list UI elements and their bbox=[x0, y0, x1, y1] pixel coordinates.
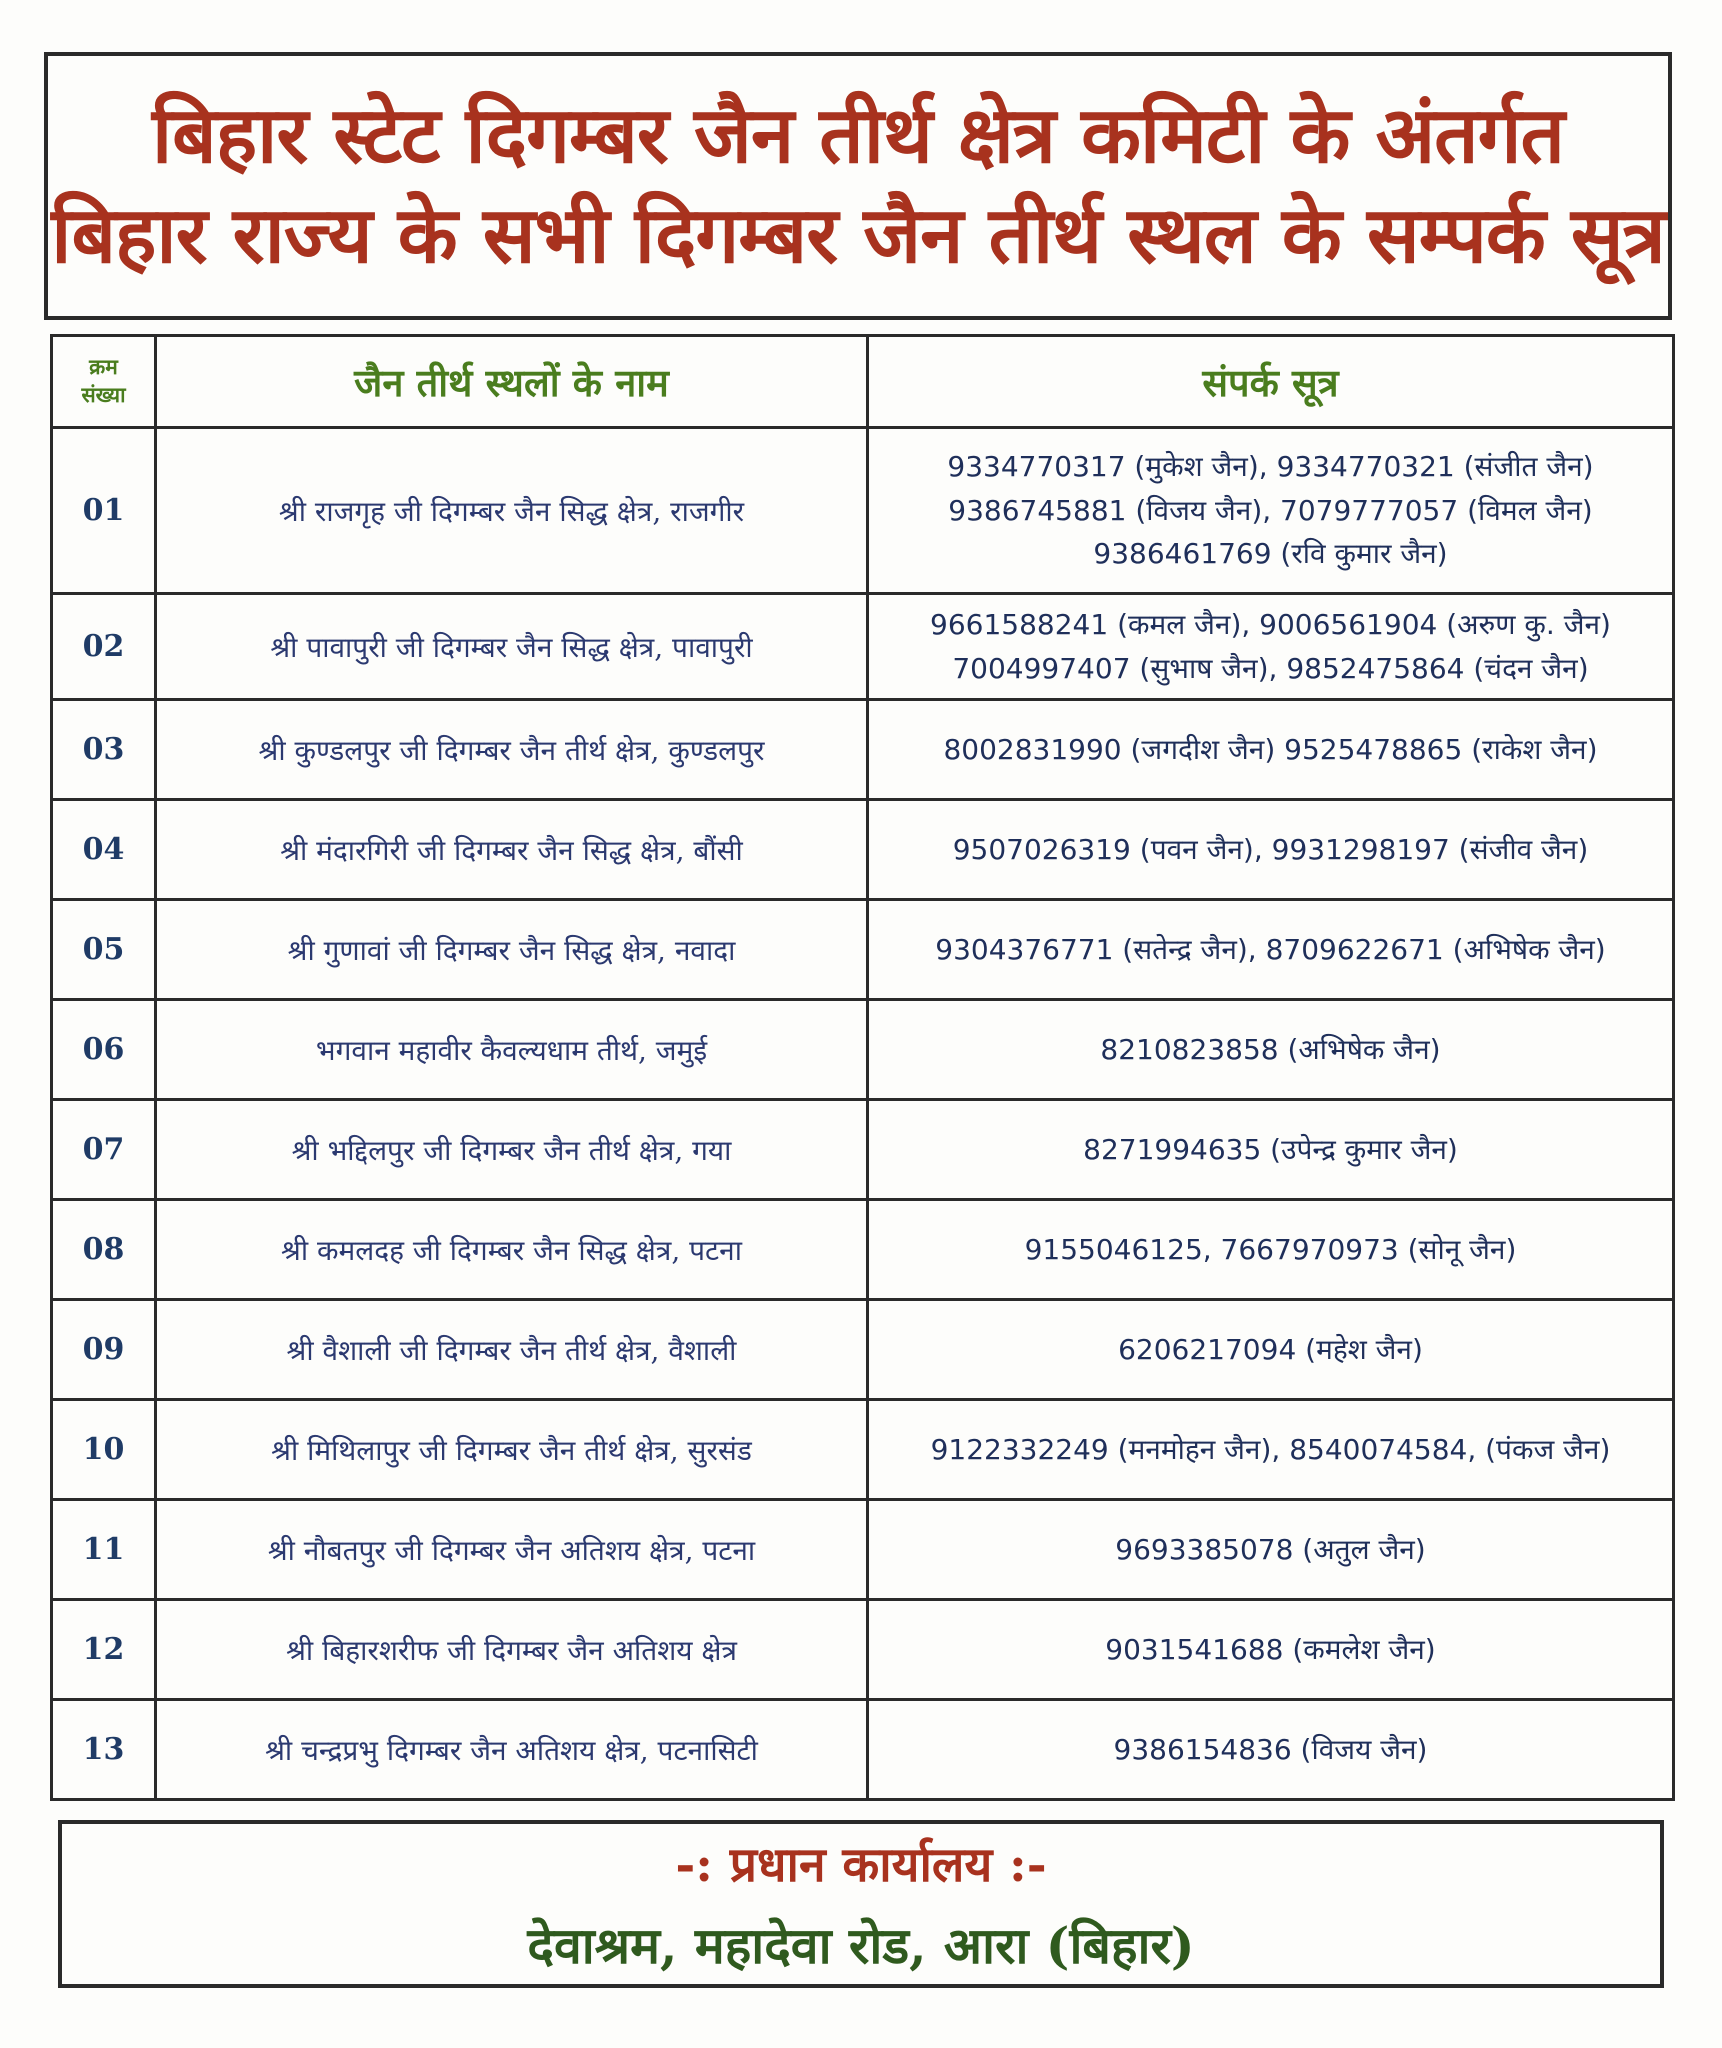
table-row bbox=[52, 800, 1674, 900]
table-row bbox=[52, 428, 1674, 594]
title-box bbox=[44, 52, 1672, 320]
row-site-name: श्री मिथिलापुर जी दिगम्बर जैन तीर्थ क्षेत्र, सुरसंड bbox=[156, 1400, 868, 1500]
contact-line: 9122332249 (मनमोहन जैन), 8540074584, (पंकज जैन) bbox=[930, 1432, 1611, 1466]
row-contacts bbox=[868, 1400, 1674, 1500]
row-contacts bbox=[868, 1600, 1674, 1700]
table-row bbox=[52, 1700, 1674, 1800]
contact-line: 9386745881 (विजय जैन), 7079777057 (विमल जैन) bbox=[948, 493, 1593, 527]
row-contacts bbox=[868, 1100, 1674, 1200]
row-site-name: श्री वैशाली जी दिगम्बर जैन तीर्थ क्षेत्र, वैशाली bbox=[156, 1300, 868, 1400]
row-contacts bbox=[868, 700, 1674, 800]
contact-line: 8002831990 (जगदीश जैन) 9525478865 (राकेश जैन) bbox=[943, 732, 1598, 766]
serial-header-line-2: संख्या bbox=[81, 382, 126, 407]
table-row bbox=[52, 1300, 1674, 1400]
contact-line: 9661588241 (कमल जैन), 9006561904 (अरुण कु. जैन) bbox=[930, 608, 1611, 642]
table-row bbox=[52, 1600, 1674, 1700]
row-site-name: भगवान महावीर कैवल्यधाम तीर्थ, जमुई bbox=[156, 1000, 868, 1100]
contact-line: 6206217094 (महेश जैन) bbox=[1118, 1332, 1423, 1366]
row-serial-number: 04 bbox=[52, 800, 156, 900]
row-serial-number: 05 bbox=[52, 900, 156, 1000]
row-site-name: श्री नौबतपुर जी दिगम्बर जैन अतिशय क्षेत्र, पटना bbox=[156, 1500, 868, 1600]
row-contacts bbox=[868, 1200, 1674, 1300]
column-header-contact: संपर्क सूत्र bbox=[868, 336, 1674, 428]
contact-line: 9334770317 (मुकेश जैन), 9334770321 (संजीत जैन) bbox=[947, 450, 1594, 484]
contact-line: 9507026319 (पवन जैन), 9931298197 (संजीव जैन) bbox=[952, 832, 1589, 866]
row-site-name: श्री कमलदह जी दिगम्बर जैन सिद्ध क्षेत्र, पटना bbox=[156, 1200, 868, 1300]
row-serial-number: 06 bbox=[52, 1000, 156, 1100]
row-serial-number: 03 bbox=[52, 700, 156, 800]
table-row bbox=[52, 1400, 1674, 1500]
row-contacts bbox=[868, 800, 1674, 900]
table-row bbox=[52, 1000, 1674, 1100]
contact-line: 8271994635 (उपेन्द्र कुमार जैन) bbox=[1083, 1132, 1458, 1166]
row-site-name: श्री पावापुरी जी दिगम्बर जैन सिद्ध क्षेत्र, पावापुरी bbox=[156, 594, 868, 700]
row-serial-number: 02 bbox=[52, 594, 156, 700]
table-row bbox=[52, 1500, 1674, 1600]
row-serial-number: 12 bbox=[52, 1600, 156, 1700]
contact-line: 9386461769 (रवि कुमार जैन) bbox=[1093, 537, 1448, 571]
table-row bbox=[52, 900, 1674, 1000]
head-office-label: -: प्रधान कार्यालय :- bbox=[675, 1836, 1047, 1893]
table-row bbox=[52, 594, 1674, 700]
row-site-name: श्री बिहारशरीफ जी दिगम्बर जैन अतिशय क्षेत्र bbox=[156, 1600, 868, 1700]
contact-line: 9304376771 (सतेन्द्र जैन), 8709622671 (अभिषेक जैन) bbox=[935, 932, 1606, 966]
row-site-name: श्री मंदारगिरी जी दिगम्बर जैन सिद्ध क्षेत्र, बौंसी bbox=[156, 800, 868, 900]
footer-box bbox=[58, 1820, 1664, 1988]
row-serial-number: 13 bbox=[52, 1700, 156, 1800]
contact-line: 7004997407 (सुभाष जैन), 9852475864 (चंदन जैन) bbox=[952, 651, 1589, 685]
contacts-table bbox=[50, 334, 1675, 1801]
title-line-1: बिहार स्टेट दिगम्बर जैन तीर्थ क्षेत्र कमिटी के अंतर्गत bbox=[151, 90, 1565, 182]
column-header-serial bbox=[52, 336, 156, 428]
row-site-name: श्री भद्दिलपुर जी दिगम्बर जैन तीर्थ क्षेत्र, गया bbox=[156, 1100, 868, 1200]
head-office-address: देवाश्रम, महादेवा रोड, आरा (बिहार) bbox=[527, 1915, 1195, 1975]
column-header-name: जैन तीर्थ स्थलों के नाम bbox=[156, 336, 868, 428]
serial-header-line-1: क्रम bbox=[89, 355, 118, 380]
row-serial-number: 08 bbox=[52, 1200, 156, 1300]
row-contacts bbox=[868, 1700, 1674, 1800]
contact-line: 9155046125, 7667970973 (सोनू जैन) bbox=[1024, 1232, 1517, 1266]
row-serial-number: 09 bbox=[52, 1300, 156, 1400]
row-site-name: श्री गुणावां जी दिगम्बर जैन सिद्ध क्षेत्र, नवादा bbox=[156, 900, 868, 1000]
row-contacts bbox=[868, 1500, 1674, 1600]
row-contacts bbox=[868, 428, 1674, 594]
row-contacts bbox=[868, 900, 1674, 1000]
title-line-2: बिहार राज्य के सभी दिगम्बर जैन तीर्थ स्थल के सम्पर्क सूत्र bbox=[51, 190, 1665, 281]
row-contacts bbox=[868, 1000, 1674, 1100]
row-contacts bbox=[868, 594, 1674, 700]
contact-line: 9693385078 (अतुल जैन) bbox=[1115, 1532, 1426, 1566]
row-serial-number: 07 bbox=[52, 1100, 156, 1200]
contact-line: 8210823858 (अभिषेक जैन) bbox=[1100, 1032, 1441, 1066]
contact-line: 9031541688 (कमलेश जैन) bbox=[1105, 1632, 1436, 1666]
contact-line: 9386154836 (विजय जैन) bbox=[1113, 1732, 1428, 1766]
table-header-row bbox=[52, 336, 1674, 428]
table-body bbox=[52, 428, 1674, 1800]
table-row bbox=[52, 1100, 1674, 1200]
table-row bbox=[52, 700, 1674, 800]
row-site-name: श्री कुण्डलपुर जी दिगम्बर जैन तीर्थ क्षेत्र, कुण्डलपुर bbox=[156, 700, 868, 800]
row-serial-number: 01 bbox=[52, 428, 156, 594]
row-site-name: श्री चन्द्रप्रभु दिगम्बर जैन अतिशय क्षेत्र, पटनासिटी bbox=[156, 1700, 868, 1800]
row-serial-number: 10 bbox=[52, 1400, 156, 1500]
row-serial-number: 11 bbox=[52, 1500, 156, 1600]
row-contacts bbox=[868, 1300, 1674, 1400]
row-site-name: श्री राजगृह जी दिगम्बर जैन सिद्ध क्षेत्र, राजगीर bbox=[156, 428, 868, 594]
table-row bbox=[52, 1200, 1674, 1300]
